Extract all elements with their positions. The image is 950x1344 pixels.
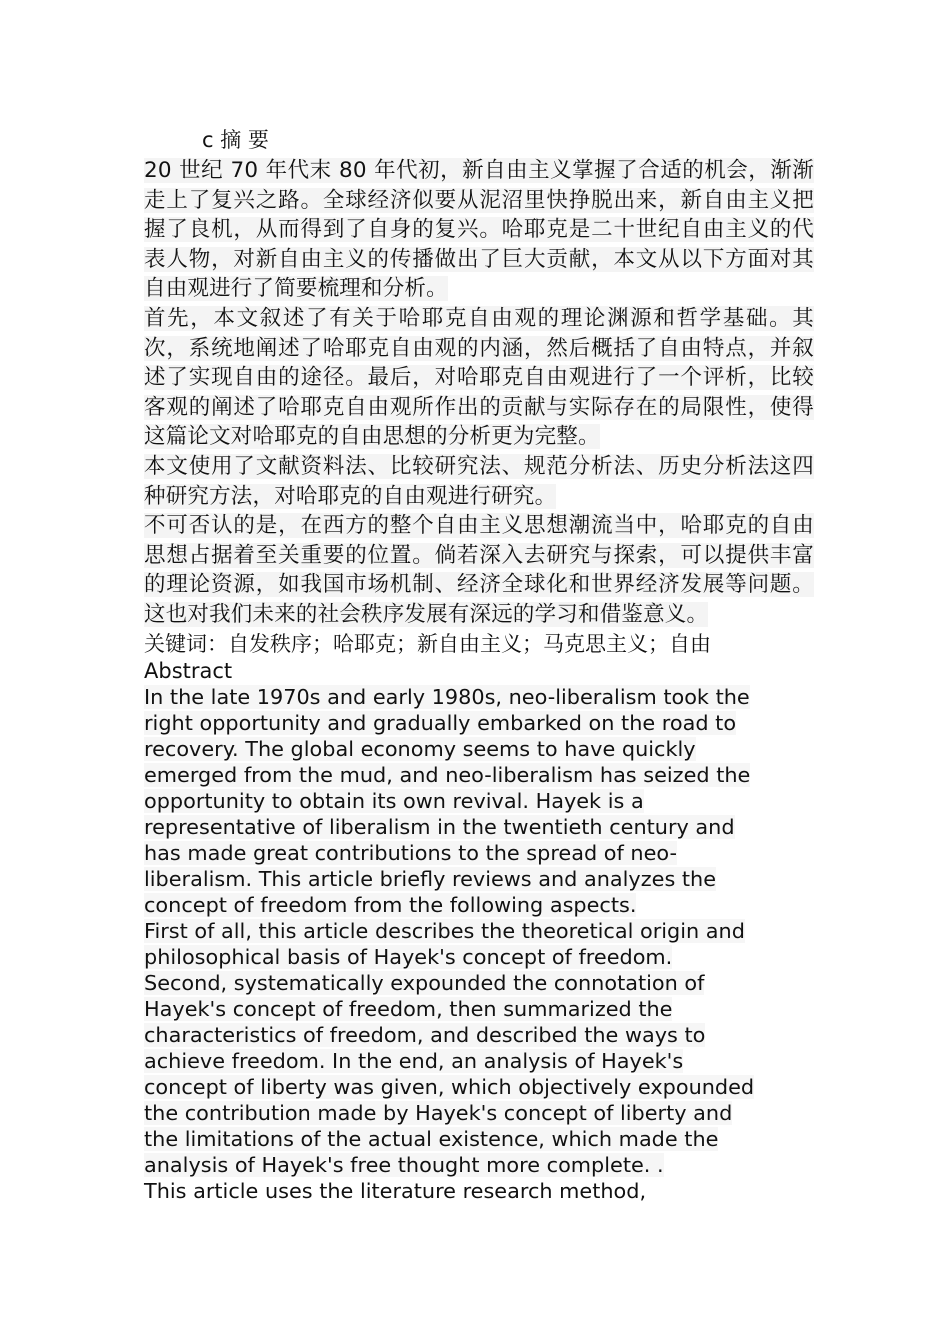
en-paragraph-1	[144, 684, 814, 918]
zh-paragraph-2-text: 首先，本文叙述了有关于哈耶克自由观的理论渊源和哲学基础。其次，系统地阐述了哈耶克自由观的内涵，然后概括了自由特点，并叙述了实现自由的途径。最后，对哈耶克自由观进行了一个评析，比较客观的阐述了哈耶克自由观所作出的贡献与实际存在的局限性，使得这篇论文对哈耶克的自由思想的分析更为完整。	[144, 305, 814, 450]
zh-paragraph-1-text: 20 世纪 70 年代末 80 年代初，新自由主义掌握了合适的机会，渐渐走上了复兴之路。全球经济似要从泥沼里快挣脱出来，新自由主义把握了良机，从而得到了自身的复兴。哈耶克是二十世纪自由主义的代表人物，对新自由主义的传播做出了巨大贡献，本文从以下方面对其自由观进行了简要梳理和分析。	[144, 158, 814, 302]
document-page	[144, 126, 814, 1204]
en-paragraph-2	[144, 918, 814, 1178]
zh-paragraph-4-text: 不可否认的是，在西方的整个自由主义思想潮流当中，哈耶克的自由思想占据着至关重要的位置。倘若深入去研究与探索，可以提供丰富的理论资源，如我国市场机制、经济全球化和世界经济发展等问题。这也对我们未来的社会秩序发展有深远的学习和借鉴意义。	[144, 513, 814, 627]
en-paragraph-2-text: First of all, this article describes the theoretical origin and philosophical basis of Hayek's concept of freedom. Second, systematically expounded the connotation of Hayek's concept of freedom, then summarized the characteristics of freedom, and described the ways to achieve freedom. In the end, an analysis of Hayek's concept of liberty was given, which objectively expounded the contribution made by Hayek's concept of liberty and the limitations of the actual existence, which made the analysis of Hayek's free thought more complete. .	[144, 918, 755, 1177]
zh-paragraph-3-text: 本文使用了文献资料法、比较研究法、规范分析法、历史分析法这四种研究方法，对哈耶克的自由观进行研究。	[144, 453, 814, 509]
zh-keywords: 关键词：自发秩序；哈耶克；新自由主义；马克思主义；自由	[144, 631, 711, 656]
zh-paragraph-2	[144, 304, 814, 452]
zh-paragraph-3	[144, 452, 814, 511]
zh-paragraph-4	[144, 511, 814, 629]
en-paragraph-3: This article uses the literature research method,	[144, 1178, 647, 1203]
en-paragraph-1-text: In the late 1970s and early 1980s, neo-liberalism took the right opportunity and gradually embarked on the road to recovery. The global economy seems to have quickly emerged from the mud, and neo-liberalism has seized the opportunity to obtain its own revival. Hayek is a representative of liberalism in the twentieth century and has made great contributions to the spread of neo- liberalism. This article briefly reviews and analyzes the concept of freedom from the following aspects.	[144, 684, 751, 917]
en-abstract-title: Abstract	[144, 658, 233, 683]
zh-paragraph-1	[144, 156, 814, 304]
zh-abstract-title: c 摘 要	[202, 128, 269, 152]
